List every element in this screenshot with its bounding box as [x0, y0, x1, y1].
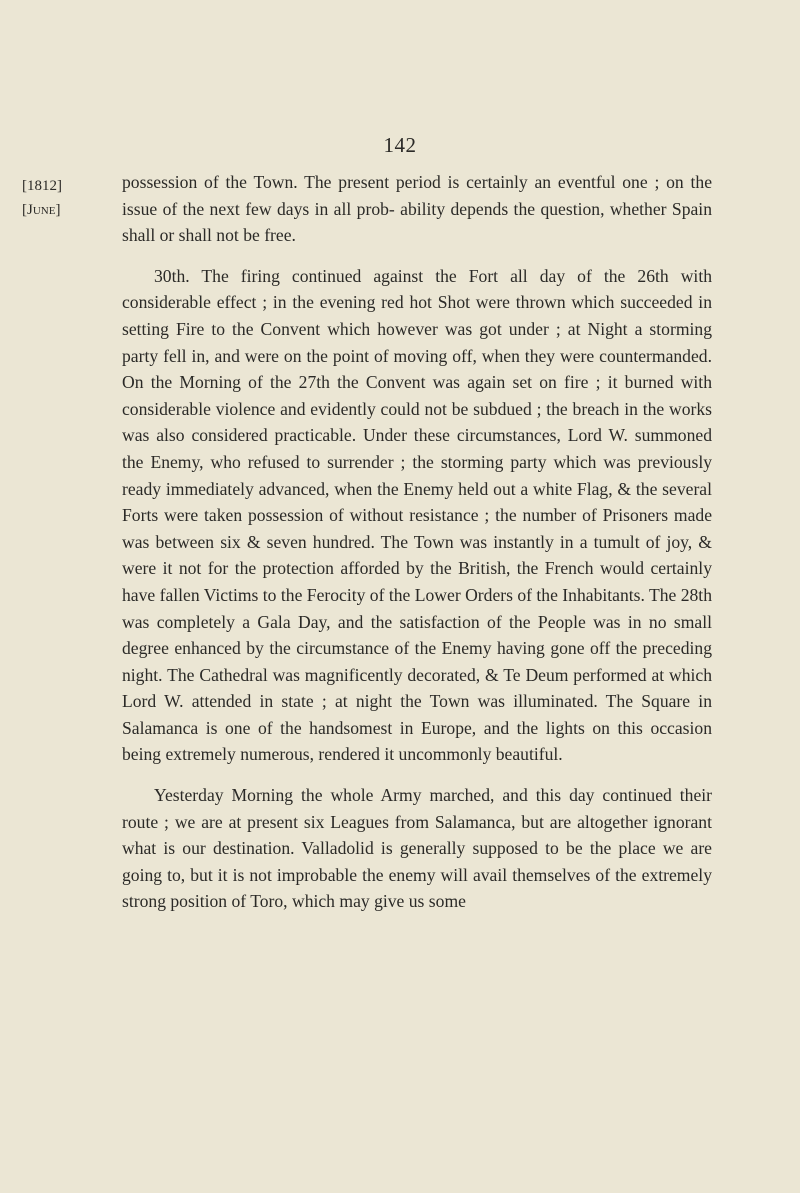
paragraph: possession of the Town. The present period is certainly an eventful one ; on the issue of the next few days in all prob- ability depends the question, whether Spain shall or shall not be free. [122, 172, 712, 246]
paragraph: Yesterday Morning the whole Army marched, and this day continued their route ; we are at present six Leagues from Salamanca, but are altogether ignorant what is our destination. Valladolid is generally supposed to be the place we are going to, but it is not improbable the enemy will avail themselves of the extremely strong position of Toro, which may give us some [122, 785, 712, 912]
body-text [122, 169, 712, 929]
margin-year: [1812] [22, 178, 62, 194]
paragraph: 30th. The firing continued against the Fort all day of the 26th with considerable effect ; in the evening red hot Shot were thrown which succeeded in setting Fire to the Convent which however was got under ; at Night a storming party fell in, and were on the point of moving off, when they were countermanded. On the Morning of the 27th the Convent was again set on fire ; it burned with considerable violence and evidently could not be subdued ; the breach in the works was also considered practicable. Under these circumstances, Lord W. summoned the Enemy, who refused to surrender ; the storming party which was previously ready immediately advanced, when the Enemy held out a white Flag, & the several Forts were taken possession of without resistance ; the number of Prisoners made was between six & seven hundred. The Town was instantly in a tumult of joy, & were it not for the protection afforded by the British, the French would certainly have fallen Victims to the Ferocity of the Lower Orders of the Inhabitants. The 28th was completely a Gala Day, and the satisfaction of the People was in no small degree enhanced by the circumstance of the Enemy having gone off the preceding night. The Cathedral was magnificently decorated, & Te Deum performed at which Lord W. attended in state ; at night the Town was illuminated. The Square in Salamanca is one of the handsomest in Europe, and the lights on this occasion being extremely numerous, rendered it uncommonly beautiful. [122, 265, 712, 765]
page-number: 142 [383, 133, 417, 157]
margin-note [22, 174, 62, 222]
margin-month: [June] [22, 202, 61, 218]
